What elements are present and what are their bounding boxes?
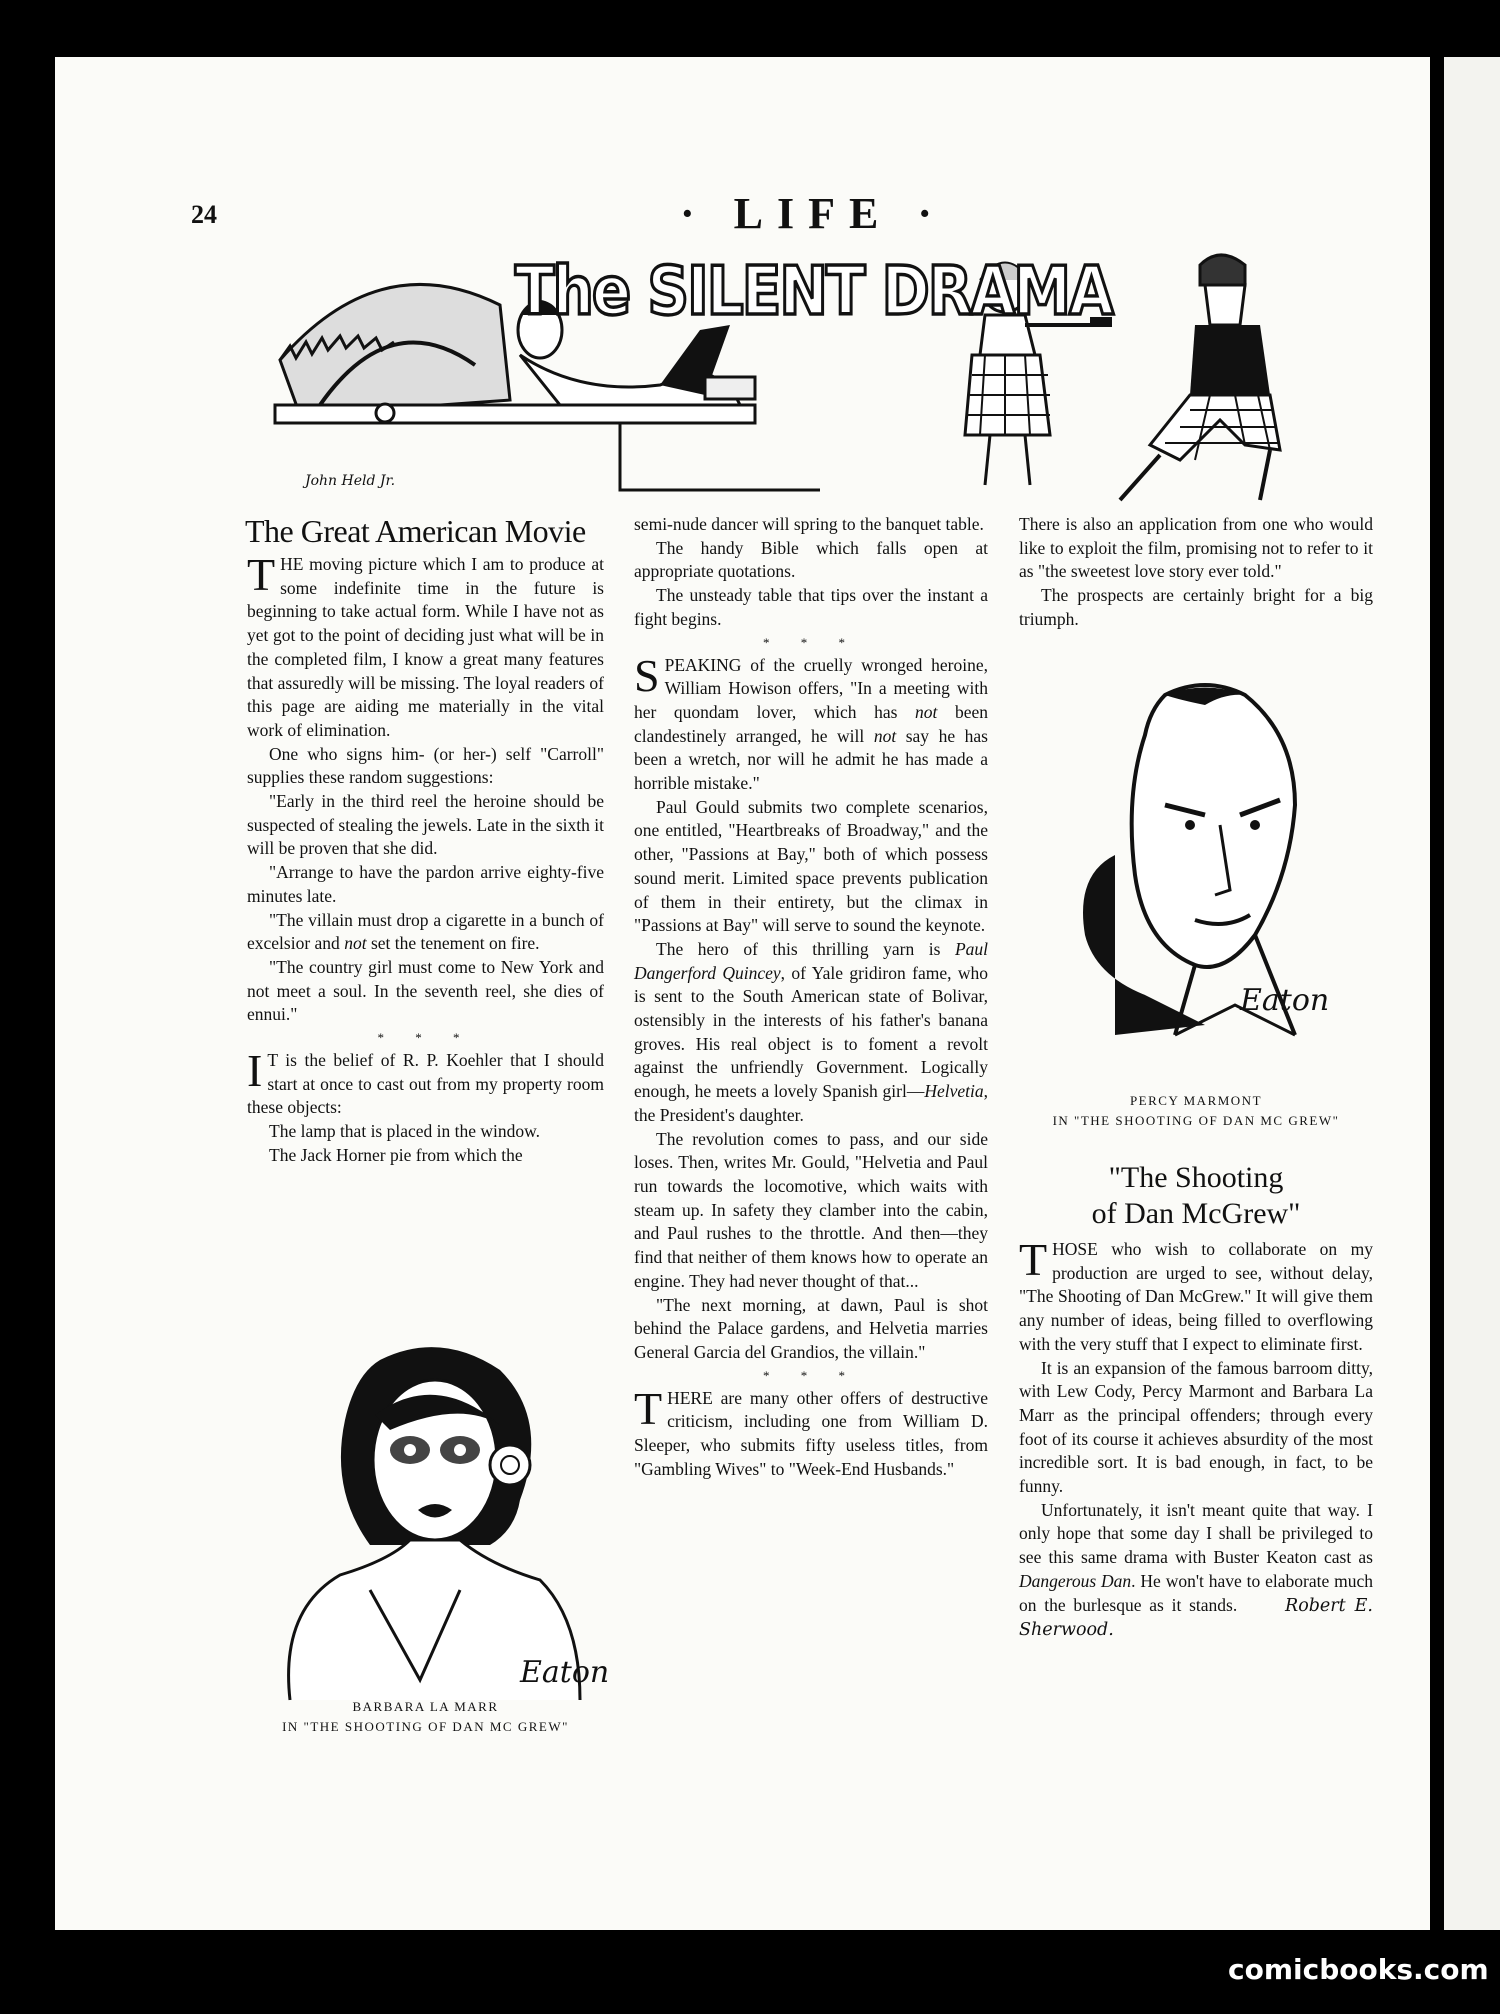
section-divider: * * * — [377, 1030, 474, 1046]
review-title-line-2: of Dan McGrew" — [1091, 1197, 1301, 1230]
paragraph: I T is the belief of R. P. Koehler that I should start at once to cast out from my property room these objects: — [247, 1045, 604, 1118]
paragraph: The prospects are certainly bright for a big triumph. — [1019, 585, 1373, 629]
percy-marmont-illustration — [1055, 675, 1355, 1075]
paragraph: "The villain must drop a cigarette in a bunch of excelsior and not set the tenement on fire. — [247, 909, 604, 954]
paragraph: THERE are many other offers of destructive criticism, including one from William D. Sleeper, who submits fifty useless titles, from "Gambling Wives" to "Week-End Husbands." — [634, 1382, 988, 1479]
page-number: 24 — [191, 200, 217, 229]
comicbooks-watermark: comicbooks.com — [1228, 1953, 1489, 1986]
column-2 — [634, 513, 988, 1481]
caption-name: PERCY MARMONT — [1129, 1093, 1263, 1108]
paragraph: The Jack Horner pie from which the — [269, 1144, 523, 1165]
paragraph: The handy Bible which falls open at appropriate quotations. — [634, 537, 988, 582]
caption-film: IN "THE SHOOTING OF DAN MC GREW" — [1052, 1113, 1340, 1128]
column-3 — [1019, 513, 1373, 632]
caption-film: IN "THE SHOOTING OF DAN MC GREW" — [282, 1719, 569, 1734]
paragraph: It is an expansion of the famous barroom ditty, with Lew Cody, Percy Marmont and Barbara La Marr as the principal offenders; through every foot of its course it achieves absurdity of the most incredible sort. It is bad enough, in fact, to be funny. — [1019, 1357, 1373, 1497]
paragraph: The hero of this thrilling yarn is Paul Dangerford Quincey, of Yale gridiron fame, who is sent to the South American state of Bolivar, ostensibly in the interests of his father's banana groves. His real object is to foment a revolt against the unfriendly Government. Logically enough, he meets a lovely Spanish girl—Helvetia, the President's daughter. — [634, 938, 988, 1125]
marmont-caption — [1019, 1091, 1373, 1131]
review-section — [1019, 1160, 1373, 1643]
caption-name: BARBARA LA MARR — [352, 1699, 499, 1714]
paragraph: "The country girl must come to New York and not meet a soul. In the seventh reel, she dies of ennui." — [247, 956, 604, 1025]
paragraph: "Early in the third reel the heroine should be suspected of stealing the jewels. Late in the sixth it will be proven that she did. — [247, 791, 604, 859]
article-title: The Great American Movie — [245, 513, 586, 549]
paragraph: semi-nude dancer will spring to the banquet table. — [634, 514, 984, 534]
author-signature: Robert E. Sherwood. — [1019, 1595, 1373, 1641]
paragraph: The lamp that is placed in the window. — [269, 1121, 541, 1142]
illustrator-signature: Eaton — [1240, 983, 1330, 1018]
paragraph: The unsteady table that tips over the instant a fight begins. — [634, 585, 988, 629]
illustrator-signature: Eaton — [520, 1655, 610, 1690]
paragraph: One who signs him- (or her-) self "Carroll" supplies these random suggestions: — [247, 743, 604, 788]
artist-signature: John Held Jr. — [305, 473, 396, 489]
paragraph: THE moving picture which I am to produce at some indefinite time in the future is beginning to take actual form. While I have not as yet got to the point of deciding just what will be in the completed film, I know a great many features that assuredly will be missing. The loyal readers of this page are aiding me materially in the vital work of elimination. — [247, 549, 604, 740]
la-marr-caption — [247, 1697, 604, 1737]
review-title-line-1: "The Shooting — [1108, 1161, 1284, 1194]
section-divider: * * * — [763, 634, 859, 650]
paragraph: Unfortunately, it isn't meant quite that way. I only hope that some day I shall be privileged to see this same drama with Buster Keaton cast as Dangerous Dan. He won't have to elaborate much on the burlesque as it stands. Robert E. Sherwood. — [1019, 1499, 1374, 1641]
paragraph: There is also an application from one who would like to exploit the film, promising not to refer to it as "the sweetest love story ever told." — [1019, 514, 1373, 582]
paragraph: The revolution comes to pass, and our side loses. Then, writes Mr. Gould, "Helvetia and Paul run towards the locomotive, which waits with steam up. In safety they clamber into the cabin, and Paul rushes to the throttle. And then—they find that neither of them knows how to operate an engine. They had never thought of that... — [634, 1128, 988, 1291]
paragraph: SPEAKING of the cruelly wronged heroine, William Howison offers, "In a meeting with her quondam lover, which has not been clandestinely arranged, he will not say he has been a wretch, nor will he admit he has made a horrible mistake." — [634, 649, 988, 794]
paragraph: Paul Gould submits two complete scenarios, one entitled, "Heartbreaks of Broadway," and the other, "Passions at Bay," both of which possess sound merit. Limited space prevents publication of them in their entirety, but the climax in "Passions at Bay" will serve to sound the keynote. — [634, 796, 988, 936]
banner-title: The SILENT DRAMA — [515, 252, 1112, 331]
facing-page-edge — [1444, 57, 1500, 1930]
paragraph: "The next morning, at dawn, Paul is shot behind the Palace gardens, and Helvetia marries General Garcia del Grandios, the villain." — [634, 1294, 988, 1362]
barbara-la-marr-illustration — [260, 1330, 610, 1700]
paragraph: "Arrange to have the pardon arrive eighty-five minutes late. — [247, 862, 604, 906]
column-1 — [247, 513, 604, 1168]
paragraph: THOSE who wish to collaborate on my production are urged to see, without delay, "The Shooting of Dan McGrew." It will give them any number of ideas, being filled to overflowing with the very stuff that I expect to eliminate first. — [1019, 1234, 1373, 1354]
section-divider: * * * — [763, 1367, 859, 1383]
masthead: · LIFE · — [680, 189, 947, 238]
